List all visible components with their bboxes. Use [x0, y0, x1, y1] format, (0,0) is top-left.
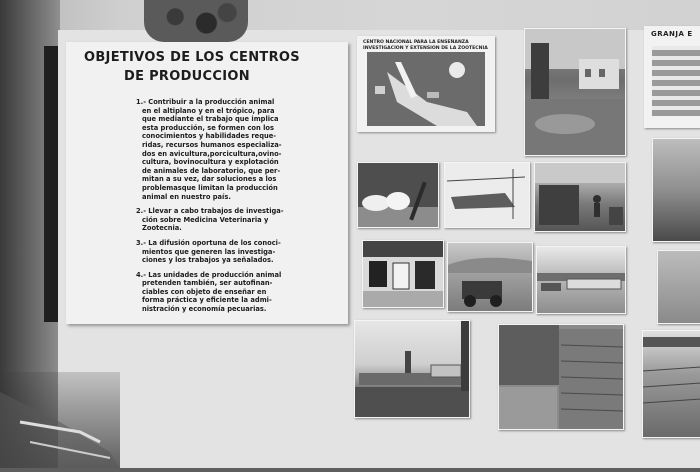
- site-map-drawing: [367, 52, 485, 126]
- objectives-list: [136, 98, 340, 320]
- objective-item-2: [136, 207, 340, 233]
- photo-farm-building-drawing: [355, 321, 469, 417]
- site-map-card: [357, 36, 495, 132]
- objective-2-line: Zootecnia.: [142, 224, 182, 233]
- objective-1-line: en el altiplano y en el trópico, para: [142, 106, 275, 115]
- objective-1-line: problemasque limitan la producción: [142, 183, 278, 192]
- objective-1-line: de animales de laboratorio, que per-: [142, 166, 281, 175]
- photo-people-drawing: [535, 163, 625, 231]
- objective-4-line: ciables con objeto de enseñar en: [142, 287, 267, 296]
- objective-4-line: forma práctica y eficiente la admi-: [142, 296, 272, 305]
- photo-boat-diagram: [444, 162, 530, 228]
- photo-boat-drawing: [445, 163, 529, 227]
- sign-title-line-1: OBJETIVOS DE LOS CENTROS: [84, 50, 300, 65]
- board-edge: [44, 46, 58, 322]
- photo-building-with-trees: [524, 28, 626, 156]
- objective-1-line: 1.- Contribuir a la producción animal: [136, 98, 275, 106]
- photo-machinery-drawing: [448, 243, 532, 311]
- objective-4-line: 4.- Las unidades de producción animal: [136, 270, 282, 279]
- objective-item-4: [136, 271, 340, 314]
- granja-card: [644, 26, 700, 128]
- photo-cattle-drawing: [363, 241, 443, 307]
- site-map-title-line-2: INVESTIGACION Y EXTENSION DE LA ZOOTECNIA: [363, 45, 488, 51]
- granja-title: GRANJA E: [651, 30, 693, 38]
- photo-farm-machinery: [447, 242, 533, 312]
- objective-1-line: animal en nuestro país.: [142, 192, 231, 201]
- photo-crop-field: [498, 324, 624, 430]
- foreground-structure-drawing: [0, 372, 120, 468]
- photo-animals: [657, 250, 700, 324]
- objective-1-line: ridas, recursos humanos especializa-: [142, 140, 282, 149]
- objective-2-line: ción sobre Medicina Veterinaria y: [142, 215, 269, 224]
- objective-1-line: dos en avicultura,porcicultura,ovino-: [142, 149, 282, 158]
- site-map-title: [363, 40, 491, 51]
- photo-cattle-in-stable: [362, 240, 444, 308]
- photo-people-in-facility: [534, 162, 626, 232]
- objective-1-line: cultura, bovinocultura y explotación: [142, 158, 279, 167]
- foreground-structure: [0, 372, 120, 468]
- objective-1-line: conocimientos y habilidades reque-: [142, 132, 277, 141]
- objective-3-line: mientos que generen las investiga-: [142, 247, 276, 256]
- objective-1-line: esta producción, se formen con los: [142, 123, 274, 132]
- photo-building-drawing: [525, 29, 625, 155]
- sign-title-line-2: DE PRODUCCION: [124, 69, 250, 84]
- site-map-title-line-1: CENTRO NACIONAL PARA LA ENSEÑANZA: [363, 40, 469, 45]
- photo-greenhouse-drawing: [643, 331, 700, 437]
- objective-1-line: mitan a su vez, dar soluciones a los: [142, 175, 277, 184]
- photo-farm-building: [354, 320, 470, 418]
- sign-title: [84, 48, 334, 86]
- photo-greenhouse: [642, 330, 700, 438]
- photo-barns-drawing: [537, 247, 625, 313]
- photo-barns: [536, 246, 626, 314]
- hanging-plant: [144, 0, 248, 42]
- objective-2-line: 2.- Llevar a cabo trabajos de investiga-: [136, 207, 284, 216]
- objective-item-3: [136, 239, 340, 265]
- photo-sheep: [357, 162, 439, 228]
- photo-crop-field-drawing: [499, 325, 623, 429]
- objectives-sign: [66, 42, 348, 324]
- objective-4-line: pretenden también, ser autofinan-: [142, 279, 273, 288]
- objective-3-line: 3.- La difusión oportuna de los conoci-: [136, 238, 281, 247]
- photo-sheep-drawing: [358, 163, 438, 227]
- objective-4-line: nistración y economía pecuarias.: [142, 305, 267, 314]
- objective-3-line: ciones y los trabajos ya señalados.: [142, 256, 274, 265]
- objective-item-1: [136, 98, 340, 201]
- site-map-image: [367, 52, 485, 126]
- granja-plan-image: [652, 46, 700, 116]
- objective-1-line: que mediante el trabajo que implica: [142, 115, 279, 124]
- photo-landscape: [652, 138, 700, 242]
